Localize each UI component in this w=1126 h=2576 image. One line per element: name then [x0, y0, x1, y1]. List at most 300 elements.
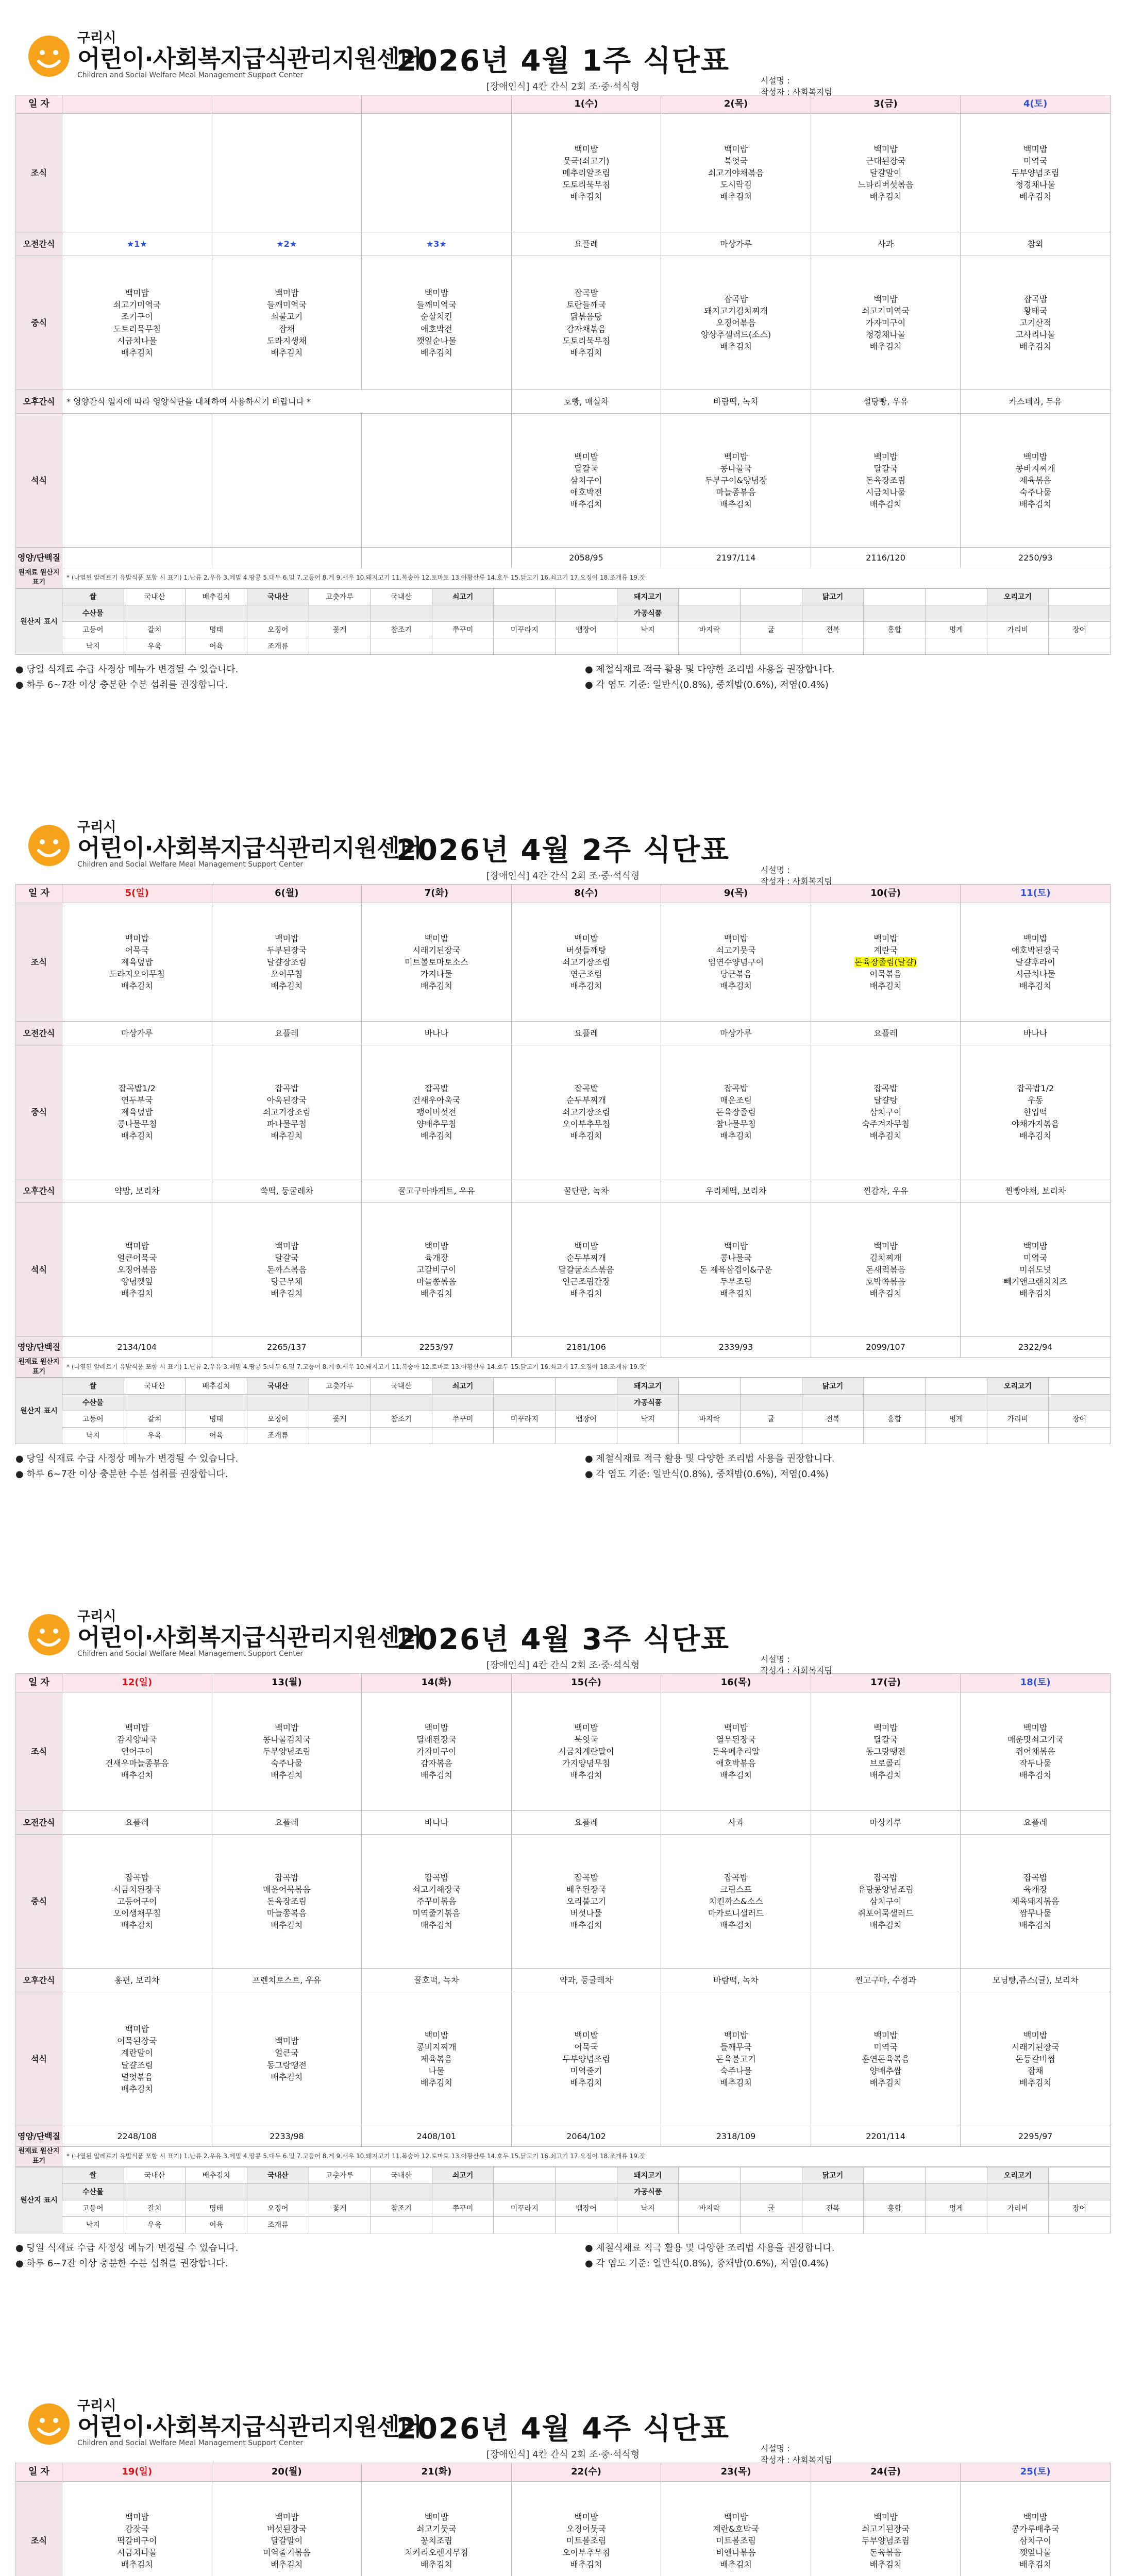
- origin-cell: 참조기: [371, 2200, 432, 2216]
- origin-cell: 쇠고기: [432, 1378, 494, 1394]
- origin-cell: 우육: [124, 1427, 186, 1444]
- origin-cell: [864, 638, 926, 654]
- origin-side-label: 원산지 표시: [16, 1378, 62, 1444]
- origin-cell: 낙지: [617, 1411, 679, 1427]
- menu-cell: 백미밥 버섯들깨탕 쇠고기장조림 연근조림 배추김치: [511, 903, 661, 1022]
- origin-cell: [556, 638, 617, 654]
- menu-cell: [362, 114, 512, 232]
- menu-cell: 백미밥 계란&호박국 미트볼조림 비엔나볶음 배추김치: [661, 2482, 811, 2576]
- page-title: 2026년 4월 2주 식단표: [396, 834, 730, 867]
- pm_snack-label: 오후간식: [16, 1969, 62, 1992]
- menu-cell: 2295/97: [961, 2126, 1111, 2147]
- menu-cell: 사과: [661, 1811, 811, 1835]
- origin-cell: [741, 1427, 802, 1444]
- origin-cell: [1049, 605, 1111, 621]
- origin-cell: 참조기: [371, 1411, 432, 1427]
- origin-cell: [494, 1394, 556, 1411]
- menu-cell: 약과, 둥굴레차: [511, 1969, 661, 1992]
- facility-line: 시설명 :: [760, 76, 790, 86]
- origin-cell: [741, 2183, 802, 2200]
- origin-cell: [925, 1394, 987, 1411]
- day-cell: 22(수): [511, 2463, 661, 2482]
- am_snack-label: 오전간식: [16, 1022, 62, 1045]
- menu-cell: 프렌치토스트, 우유: [212, 1969, 362, 1992]
- menu-subtitle: [장애인식] 4칸 간식 2회 조·중·석식형: [486, 871, 640, 882]
- origin-cell: [556, 605, 617, 621]
- origin-cell: [1049, 1394, 1111, 1411]
- origin-cell: [432, 1427, 494, 1444]
- week-section: [15, 800, 1111, 1589]
- origin-cell: 돼지고기: [617, 588, 679, 605]
- origin-cell: 홍합: [864, 1411, 926, 1427]
- origin-cell: [741, 1394, 802, 1411]
- facility-line: 작성자 : 사회복지팀: [760, 87, 832, 97]
- origin-cell: 꽃게: [309, 1411, 371, 1427]
- dinner-row: [16, 1992, 1111, 2126]
- footer-notes: [15, 1451, 1111, 1483]
- origin-side-label: 원산지 표시: [16, 2167, 62, 2233]
- origin-cell: 배추김치: [186, 1378, 247, 1394]
- menu-cell: 설탕빵, 우유: [811, 390, 961, 414]
- origin-cell: [494, 588, 556, 605]
- day-cell: 9(목): [661, 885, 811, 903]
- origin-cell: 수산물: [62, 2183, 124, 2200]
- menu-cell: 2253/97: [362, 1337, 512, 1358]
- allergy-row: [16, 568, 1111, 588]
- origin-cell: 낙지: [62, 638, 124, 654]
- origin-cell: [617, 638, 679, 654]
- menu-cell: 백미밥 오징어뭇국 미트볼조림 오이부추무침 배추김치: [511, 2482, 661, 2576]
- am_snack-label: 오전간식: [16, 1811, 62, 1835]
- origin-table: [15, 2167, 1111, 2233]
- origin-cell: 수산물: [62, 1394, 124, 1411]
- am_snack-row: [16, 1811, 1111, 1835]
- menu-cell: 잡곡밥 매운조림 돈육장졸림 참나물무침 배추김치: [661, 1045, 811, 1179]
- origin-cell: 쭈꾸미: [432, 621, 494, 638]
- menu-cell: 백미밥 열무된장국 돈육메추리알 애호박볶음 배추김치: [661, 1692, 811, 1811]
- origin-cell: [925, 1427, 987, 1444]
- facility-line: 시설명 :: [760, 865, 790, 875]
- footer-note: ● 하루 6~7잔 이상 충분한 수분 섭취를 권장합니다.: [15, 1469, 228, 1480]
- origin-cell: [925, 2216, 987, 2233]
- day-header-row: [16, 1674, 1111, 1692]
- menu-cell: 백미밥 뭇국(쇠고기) 메추리알조림 도토리묵무침 배추김치: [511, 114, 661, 232]
- menu-cell: 마상가루: [62, 1022, 212, 1045]
- menu-cell: 잡곡밥 순두부찌개 쇠고기장조림 오이부추무침 배추김치: [511, 1045, 661, 1179]
- dinner-label: 석식: [16, 1992, 62, 2126]
- menu-cell: 백미밥 미역국 훈연돈육볶음 양배추쌈 배추김치: [811, 1992, 961, 2126]
- day-header-row: [16, 885, 1111, 903]
- menu-cell: 잡곡밥 달걀탕 삼치구이 숙주겨자무침 배추김치: [811, 1045, 961, 1179]
- facility-line: 시설명 :: [760, 1654, 790, 1664]
- origin-cell: 배추김치: [186, 588, 247, 605]
- menu-table: [15, 95, 1111, 588]
- origin-cell: [1049, 588, 1111, 605]
- origin-cell: 명태: [186, 1411, 247, 1427]
- day-header-row: [16, 2463, 1111, 2482]
- day-cell: 12(일): [62, 1674, 212, 1692]
- menu-cell: 잡곡밥1/2 연두부국 제육덮밥 콩나물무침 배추김치: [62, 1045, 212, 1179]
- origin-cell: 갈치: [124, 1411, 186, 1427]
- menu-cell: ★2★: [212, 232, 362, 256]
- dinner-label: 석식: [16, 414, 62, 548]
- menu-cell: 2322/94: [961, 1337, 1111, 1358]
- origin-cell: 멍게: [925, 1411, 987, 1427]
- menu-cell: 백미밥 미역국 두부양념조림 청경채나물 배추김치: [961, 114, 1111, 232]
- origin-cell: 조개류: [247, 638, 309, 654]
- allergy-row: [16, 2147, 1111, 2167]
- footer-note: ● 각 염도 기준: 일반식(0.8%), 중채밥(0.6%), 저염(0.4%): [585, 680, 829, 691]
- day-header-row: [16, 95, 1111, 114]
- menu-cell: 꿀호떡, 녹차: [362, 1969, 512, 1992]
- origin-cell: [309, 1427, 371, 1444]
- origin-cell: [309, 638, 371, 654]
- menu-cell: 2233/98: [212, 2126, 362, 2147]
- lunch-label: 중식: [16, 1835, 62, 1969]
- week-section: [15, 1589, 1111, 2378]
- origin-cell: 가공식품: [617, 1394, 679, 1411]
- origin-cell: [124, 1394, 186, 1411]
- origin-cell: [802, 638, 864, 654]
- menu-cell: 바람떡, 녹차: [661, 390, 811, 414]
- origin-cell: [802, 2216, 864, 2233]
- origin-cell: [987, 1394, 1049, 1411]
- menu-cell: 백미밥 들깨미역국 순살치킨 애호박전 깻잎순나물 배추김치: [362, 256, 512, 390]
- day-cell: 18(토): [961, 1674, 1111, 1692]
- day-cell: 10(금): [811, 885, 961, 903]
- menu-cell: 백미밥 콩나물국 두부구이&양념장 마늘종볶음 배추김치: [661, 414, 811, 548]
- origin-cell: 쭈꾸미: [432, 2200, 494, 2216]
- menu-cell: 2248/108: [62, 2126, 212, 2147]
- day-cell: 6(월): [212, 885, 362, 903]
- origin-cell: [864, 2216, 926, 2233]
- lunch-row: [16, 1835, 1111, 1969]
- origin-cell: 굴: [741, 1411, 802, 1427]
- origin-cell: [679, 2183, 741, 2200]
- origin-cell: 장어: [1049, 2200, 1111, 2216]
- origin-cell: [124, 605, 186, 621]
- menu-subtitle: [장애인식] 4칸 간식 2회 조·중·석식형: [486, 1660, 640, 1671]
- origin-cell: [987, 2216, 1049, 2233]
- origin-cell: 어육: [186, 1427, 247, 1444]
- origin-cell: [432, 638, 494, 654]
- origin-cell: 어육: [186, 638, 247, 654]
- origin-cell: 미꾸라지: [494, 621, 556, 638]
- origin-cell: 돼지고기: [617, 2167, 679, 2183]
- menu-cell: ★3★: [362, 232, 512, 256]
- org-title: 어린이·사회복지급식관리지원센터: [77, 2412, 422, 2441]
- origin-cell: 뱀장어: [556, 621, 617, 638]
- origin-cell: [494, 2216, 556, 2233]
- origin-label: 원재료 원산지 표기: [16, 1358, 62, 1378]
- origin-label: 원재료 원산지 표기: [16, 568, 62, 588]
- origin-cell: [186, 2183, 247, 2200]
- origin-cell: 전복: [802, 621, 864, 638]
- nutri-label: 영양/단백질: [16, 1337, 62, 1358]
- pm_snack-label: 오후간식: [16, 1179, 62, 1203]
- origin-cell: 뱀장어: [556, 2200, 617, 2216]
- origin-cell: 명태: [186, 2200, 247, 2216]
- menu-cell: 바나나: [362, 1022, 512, 1045]
- org-city: 구리시: [77, 2398, 116, 2414]
- menu-cell: 찐빵야채, 보리차: [961, 1179, 1111, 1203]
- menu-cell: 잡곡밥 아욱된장국 쇠고기장조림 파나물무침 배추김치: [212, 1045, 362, 1179]
- origin-cell: [494, 1378, 556, 1394]
- day-cell: 13(월): [212, 1674, 362, 1692]
- menu-cell: 요플레: [511, 1811, 661, 1835]
- day-cell: 4(토): [961, 95, 1111, 114]
- origin-cell: [802, 1427, 864, 1444]
- day-cell: 15(수): [511, 1674, 661, 1692]
- menu-cell: 백미밥 육개장 고갈비구이 마늘쫑볶음 배추김치: [362, 1203, 512, 1337]
- menu-cell: [212, 548, 362, 568]
- origin-cell: [679, 1378, 741, 1394]
- pm_snack-row: [16, 1969, 1111, 1992]
- origin-cell: 오징어: [247, 2200, 309, 2216]
- menu-cell: 백미밥 쇠고기미역국 조기구이 도토리묵무침 시금치나물 배추김치: [62, 256, 212, 390]
- origin-cell: 참조기: [371, 621, 432, 638]
- breakfast-row: [16, 114, 1111, 232]
- origin-cell: [556, 2183, 617, 2200]
- menu-cell: 우리체떡, 보리차: [661, 1179, 811, 1203]
- menu-cell: 잡곡밥 건새우아욱국 팽이버섯전 양배추무침 배추김치: [362, 1045, 512, 1179]
- origin-cell: [1049, 2167, 1111, 2183]
- menu-cell: 백미밥 시래기된장국 돈등갈비찜 잡채 배추김치: [961, 1992, 1111, 2126]
- origin-cell: 국내산: [371, 2167, 432, 2183]
- menu-cell: 백미밥 순두부찌개 달걀굴소스볶음 연근조림간장 배추김치: [511, 1203, 661, 1337]
- facility-line: 작성자 : 사회복지팀: [760, 1665, 832, 1675]
- day-cell: 11(토): [961, 885, 1111, 903]
- org-english: Children and Social Welfare Meal Management Support Center: [77, 71, 304, 80]
- origin-cell: [309, 1394, 371, 1411]
- menu-cell: 백미밥 쇠고기뭇국 임연수양념구이 당근볶음 배추김치: [661, 903, 811, 1022]
- origin-cell: 미꾸라지: [494, 1411, 556, 1427]
- day-cell: [212, 95, 362, 114]
- menu-cell: 홍편, 보리차: [62, 1969, 212, 1992]
- origin-cell: [247, 2183, 309, 2200]
- menu-cell: 백미밥 콩가루배추국 삼치구이 깻잎나물 배추김치: [961, 2482, 1111, 2576]
- menu-cell: 2197/114: [661, 548, 811, 568]
- menu-cell: 백미밥 들깨미역국 쇠불고기 잡채 도라지생채 배추김치: [212, 256, 362, 390]
- origin-cell: 꽃게: [309, 2200, 371, 2216]
- day-cell: 14(화): [362, 1674, 512, 1692]
- dinner-label: 석식: [16, 1203, 62, 1337]
- day-cell: 19(일): [62, 2463, 212, 2482]
- day-cell: 3(금): [811, 95, 961, 114]
- footer-note: ● 당일 식재료 수급 사정상 메뉴가 변경될 수 있습니다.: [15, 664, 239, 675]
- date-label: 일 자: [16, 885, 62, 903]
- origin-cell: 오징어: [247, 621, 309, 638]
- menu-cell: 마상가루: [661, 1022, 811, 1045]
- origin-cell: 가리비: [987, 2200, 1049, 2216]
- origin-cell: 국내산: [124, 588, 186, 605]
- lunch-label: 중식: [16, 256, 62, 390]
- origin-cell: [864, 2167, 926, 2183]
- menu-cell: 꿀단팥, 녹차: [511, 1179, 661, 1203]
- menu-cell: 백미밥 콩비지찌개 제육볶음 나물 배추김치: [362, 1992, 512, 2126]
- pm_snack-row: [16, 390, 1111, 414]
- origin-cell: [432, 1394, 494, 1411]
- menu-cell: 백미밥 들깨무국 돈육불고기 숙주나물 배추김치: [661, 1992, 811, 2126]
- menu-cell: 찐감자, 우유: [811, 1179, 961, 1203]
- origin-cell: 쌀: [62, 1378, 124, 1394]
- breakfast-label: 조식: [16, 903, 62, 1022]
- origin-table: [15, 588, 1111, 655]
- day-cell: 2(목): [661, 95, 811, 114]
- footer-note: ● 제철식재료 적극 활용 및 다양한 조리법 사용을 권장합니다.: [585, 2242, 835, 2253]
- nutri-row: [16, 2126, 1111, 2147]
- pm_snack-row: [16, 1179, 1111, 1203]
- day-cell: 24(금): [811, 2463, 961, 2482]
- menu-cell: 백미밥 계란국 돈육장졸림(달걀) 어묵볶음 배추김치: [811, 903, 961, 1022]
- origin-cell: 굴: [741, 621, 802, 638]
- origin-cell: 국내산: [247, 1378, 309, 1394]
- origin-cell: 바지락: [679, 1411, 741, 1427]
- origin-cell: [556, 2167, 617, 2183]
- page-title: 2026년 4월 3주 식단표: [396, 1623, 730, 1656]
- menu-cell: 백미밥 시래기된장국 미트볼토마토소스 가지나물 배추김치: [362, 903, 512, 1022]
- menu-subtitle: [장애인식] 4칸 간식 2회 조·중·석식형: [486, 81, 640, 92]
- origin-cell: [679, 605, 741, 621]
- origin-cell: [864, 2183, 926, 2200]
- origin-cell: [741, 1378, 802, 1394]
- origin-cell: 조개류: [247, 1427, 309, 1444]
- nutri-row: [16, 1337, 1111, 1358]
- menu-cell: 백미밥 근대된장국 달걀말이 느타리버섯볶음 배추김치: [811, 114, 961, 232]
- footer-note: ● 각 염도 기준: 일반식(0.8%), 중채밥(0.6%), 저염(0.4%): [585, 1469, 829, 1480]
- menu-cell: 백미밥 북엇국 쇠고기야채볶음 도시락김 배추김치: [661, 114, 811, 232]
- footer-note: ● 제철식재료 적극 활용 및 다양한 조리법 사용을 권장합니다.: [585, 1453, 835, 1464]
- origin-cell: [864, 1394, 926, 1411]
- menu-cell: 백미밥 쇠고기된장국 두부양념조림 돈육볶음 배추김치: [811, 2482, 961, 2576]
- day-cell: 7(화): [362, 885, 512, 903]
- lunch-row: [16, 1045, 1111, 1179]
- origin-cell: 가공식품: [617, 605, 679, 621]
- menu-cell: 잡곡밥 시금치된장국 고등어구이 오이생채무침 배추김치: [62, 1835, 212, 1969]
- origin-cell: 바지락: [679, 2200, 741, 2216]
- highlighted-dish: 돈육장졸림(달걀): [854, 957, 917, 967]
- origin-cell: 뱀장어: [556, 1411, 617, 1427]
- origin-cell: [556, 588, 617, 605]
- origin-cell: 국내산: [124, 2167, 186, 2183]
- pm_snack-label: 오후간식: [16, 390, 62, 414]
- menu-cell: 백미밥 쇠고기미역국 가자미구이 청경채나물 배추김치: [811, 256, 961, 390]
- origin-cell: [309, 2216, 371, 2233]
- menu-cell: 2201/114: [811, 2126, 961, 2147]
- origin-cell: 고춧가루: [309, 1378, 371, 1394]
- day-cell: 23(목): [661, 2463, 811, 2482]
- origin-cell: [247, 605, 309, 621]
- menu-cell: 찐고구마, 수정과: [811, 1969, 961, 1992]
- origin-cell: [371, 1427, 432, 1444]
- origin-cell: 쭈꾸미: [432, 1411, 494, 1427]
- origin-cell: 갈치: [124, 621, 186, 638]
- menu-cell: 2134/104: [62, 1337, 212, 1358]
- origin-cell: 갈치: [124, 2200, 186, 2216]
- menu-cell: 잡곡밥 육개장 제육돼지볶음 쌈무나물 배추김치: [961, 1835, 1111, 1969]
- allergy-note: * (나열된 알레르기 유발식품 포함 시 표기) 1.난류 2.우유 3.메밀 4.땅콩 5.대두 6.밀 7.고등어 8.게 9.새우 10.돼지고기 11.복숭아 12.토마토 13.아황산류 14.호두 15.닭고기 16.쇠고기 17.오징어 18.조개류 19.잣: [62, 2147, 1111, 2167]
- origin-cell: 가공식품: [617, 2183, 679, 2200]
- origin-cell: [741, 2216, 802, 2233]
- day-cell: 17(금): [811, 1674, 961, 1692]
- origin-cell: 미꾸라지: [494, 2200, 556, 2216]
- origin-cell: [1049, 638, 1111, 654]
- menu-cell: 잡곡밥1/2 우동 한입떡 야채가지볶음 배추김치: [961, 1045, 1111, 1179]
- day-cell: 16(목): [661, 1674, 811, 1692]
- origin-cell: [309, 605, 371, 621]
- breakfast-row: [16, 1692, 1111, 1811]
- origin-cell: 꽃게: [309, 621, 371, 638]
- origin-cell: 국내산: [247, 2167, 309, 2183]
- origin-cell: [925, 2167, 987, 2183]
- origin-cell: 가리비: [987, 621, 1049, 638]
- origin-cell: [309, 2183, 371, 2200]
- origin-cell: 장어: [1049, 1411, 1111, 1427]
- day-cell: 1(수): [511, 95, 661, 114]
- menu-cell: 마상가루: [811, 1811, 961, 1835]
- menu-cell: [362, 414, 512, 548]
- origin-cell: 멍게: [925, 2200, 987, 2216]
- origin-cell: [617, 2216, 679, 2233]
- menu-cell: 잡곡밥 돼지고기김치찌개 오징어볶음 양상추샐러드(소스) 배추김치: [661, 256, 811, 390]
- origin-cell: [371, 605, 432, 621]
- origin-cell: [925, 2183, 987, 2200]
- week-section: [15, 2378, 1111, 2576]
- menu-cell: 2099/107: [811, 1337, 961, 1358]
- menu-cell: 잡곡밥 배추된장국 오리불고기 버섯나물 배추김치: [511, 1835, 661, 1969]
- menu-cell: 참외: [961, 232, 1111, 256]
- menu-cell: 2408/101: [362, 2126, 512, 2147]
- am_snack-label: 오전간식: [16, 232, 62, 256]
- origin-cell: 국내산: [247, 588, 309, 605]
- menu-cell: 카스테라, 두유: [961, 390, 1111, 414]
- origin-cell: [741, 605, 802, 621]
- menu-cell: 백미밥 달걀국 돈육장조림 시금치나물 배추김치: [811, 414, 961, 548]
- origin-cell: 오리고기: [987, 1378, 1049, 1394]
- menu-cell: 백미밥 애호박된장국 달걀후라이 시금치나물 배추김치: [961, 903, 1111, 1022]
- origin-cell: [186, 605, 247, 621]
- origin-cell: [679, 2216, 741, 2233]
- origin-cell: [432, 2216, 494, 2233]
- menu-cell: [362, 548, 512, 568]
- menu-cell: 요플레: [212, 1022, 362, 1045]
- origin-cell: [556, 1394, 617, 1411]
- menu-cell: 2339/93: [661, 1337, 811, 1358]
- footer-note: ● 하루 6~7잔 이상 충분한 수분 섭취를 권장합니다.: [15, 2258, 228, 2269]
- origin-cell: 우육: [124, 638, 186, 654]
- menu-cell: 요플레: [961, 1811, 1111, 1835]
- origin-cell: 국내산: [371, 588, 432, 605]
- nutri-label: 영양/단백질: [16, 548, 62, 568]
- menu-cell: 백미밥 어묵국 두부양념조림 미역줄기 배추김치: [511, 1992, 661, 2126]
- origin-cell: 낙지: [617, 621, 679, 638]
- menu-cell: 백미밥 쇠고기뭇국 꽁치조림 치커리오렌지무침 배추김치: [362, 2482, 512, 2576]
- origin-cell: 우육: [124, 2216, 186, 2233]
- origin-cell: [679, 1394, 741, 1411]
- origin-cell: 멍게: [925, 621, 987, 638]
- menu-cell: 2116/120: [811, 548, 961, 568]
- nutri-row: [16, 548, 1111, 568]
- lunch-label: 중식: [16, 1045, 62, 1179]
- origin-cell: [617, 1427, 679, 1444]
- origin-cell: 쌀: [62, 588, 124, 605]
- origin-cell: 장어: [1049, 621, 1111, 638]
- origin-cell: [371, 2183, 432, 2200]
- org-city: 구리시: [77, 1609, 116, 1624]
- origin-cell: 닭고기: [802, 1378, 864, 1394]
- page-title: 2026년 4월 4주 식단표: [396, 2412, 730, 2446]
- origin-cell: 고등어: [62, 1411, 124, 1427]
